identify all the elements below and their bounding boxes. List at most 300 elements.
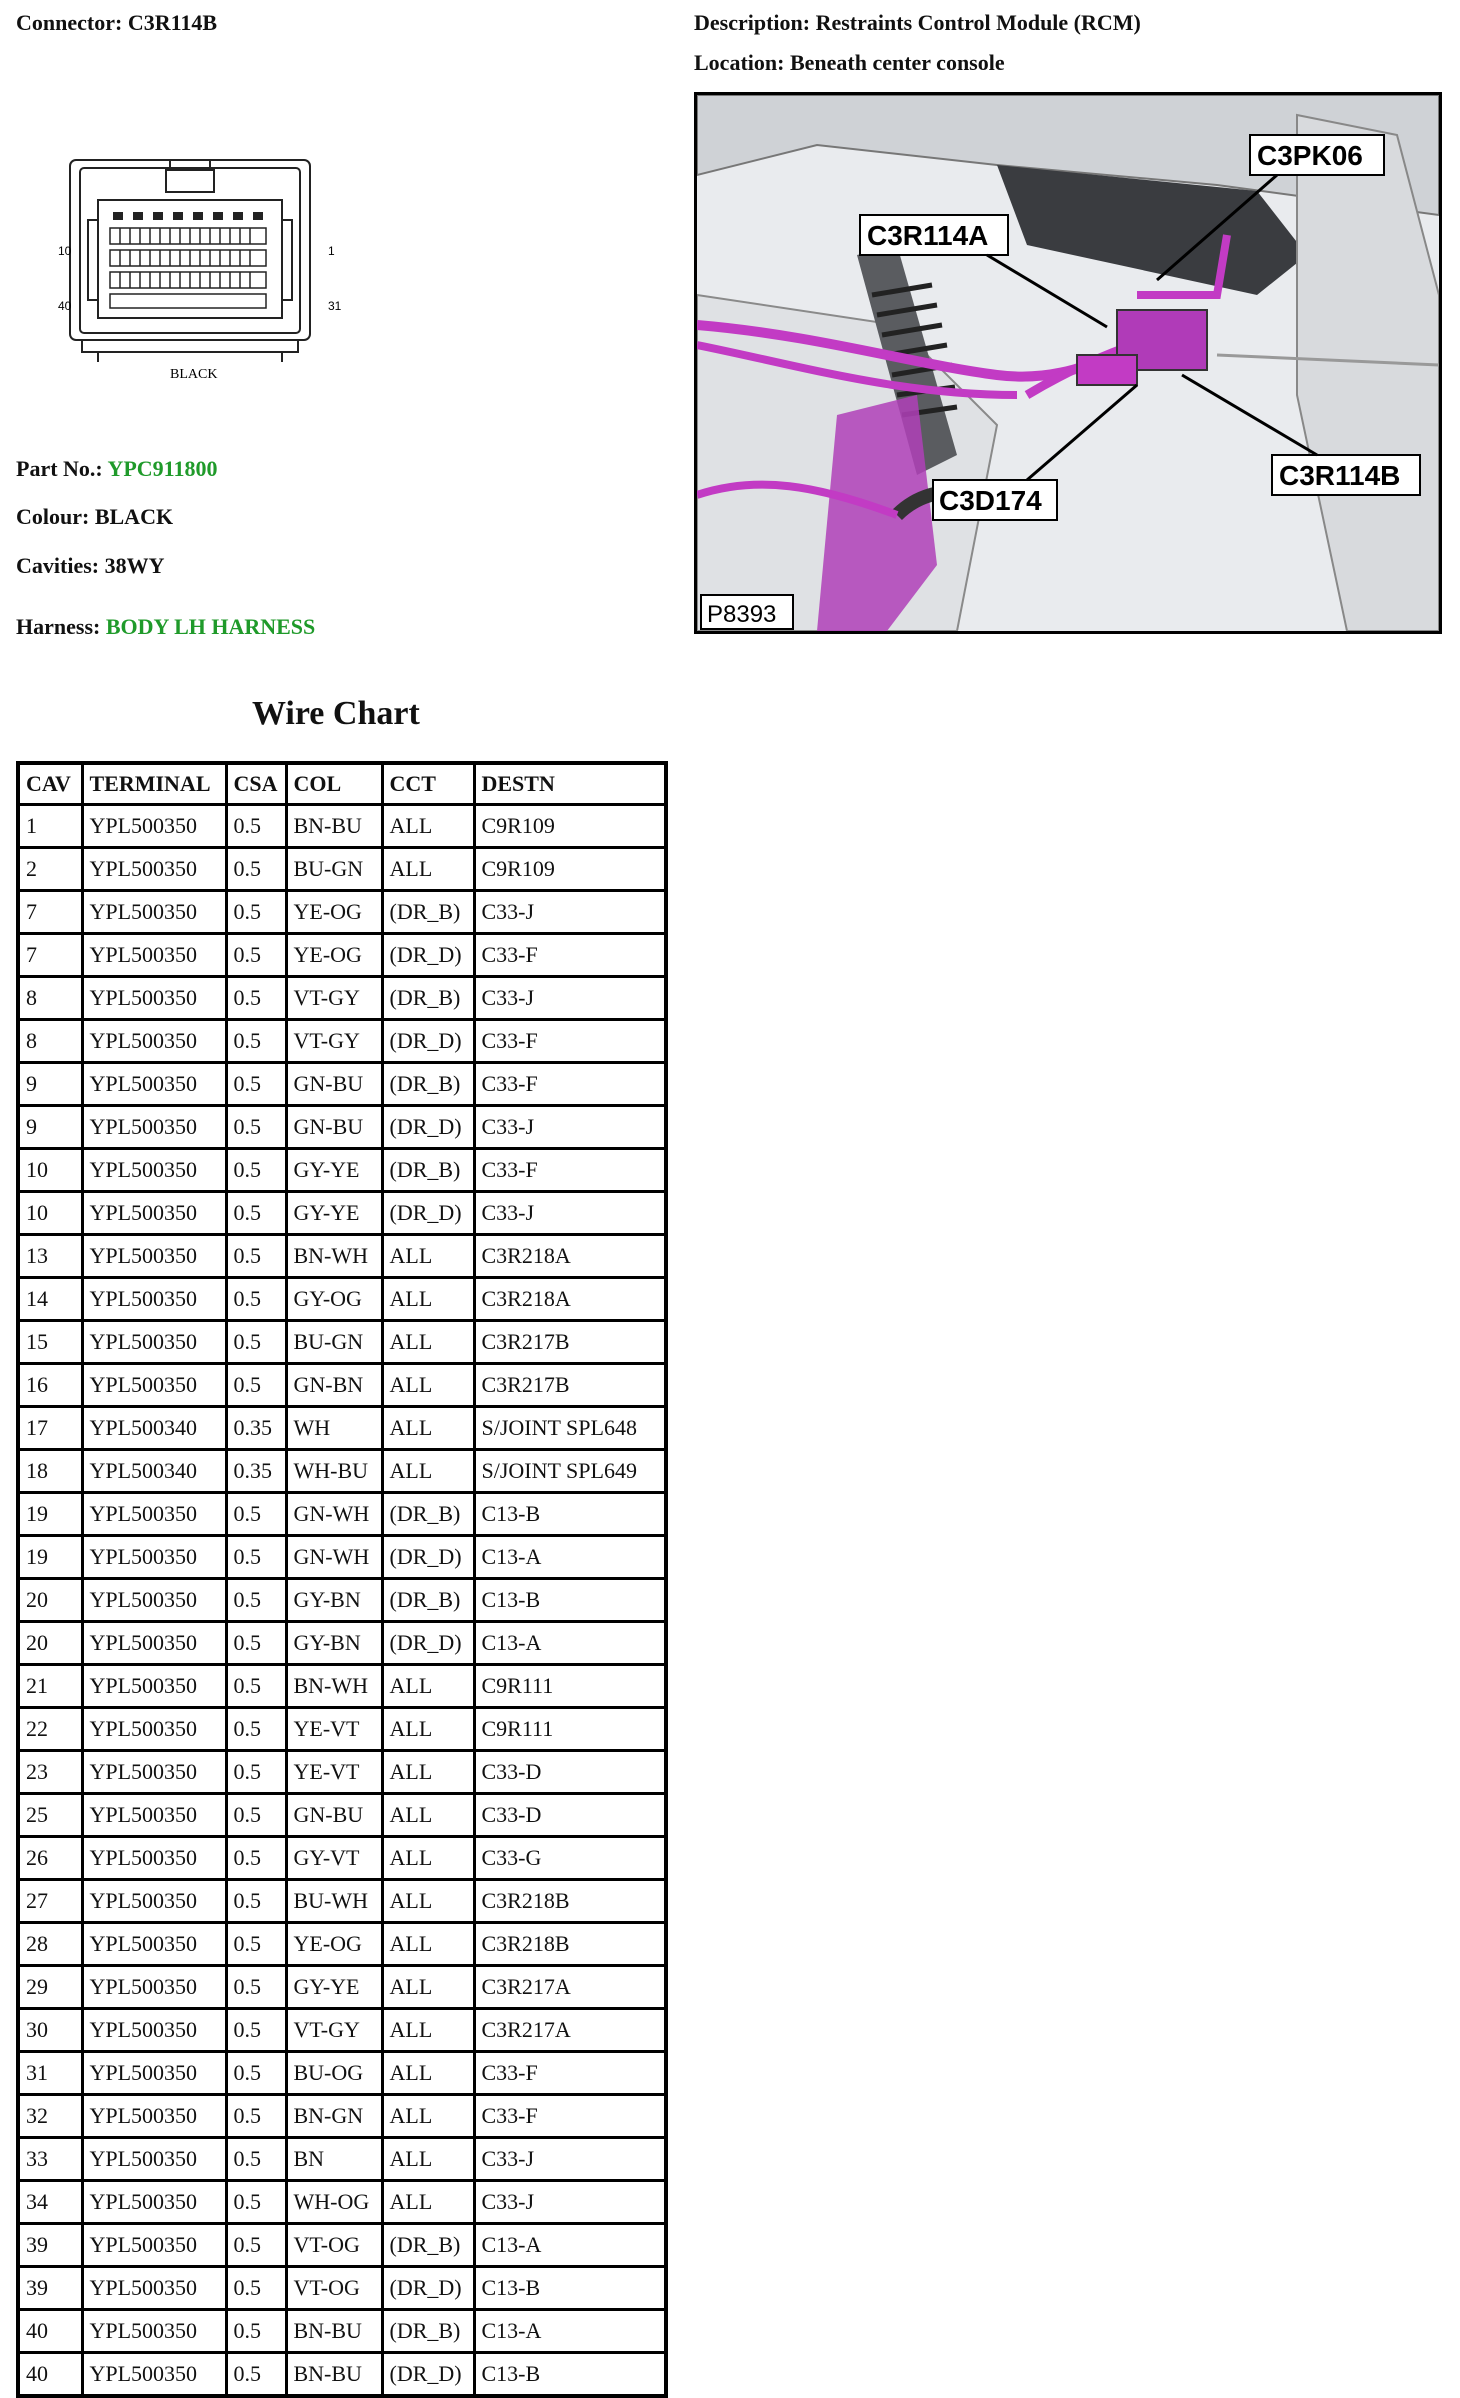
cavities-label: Cavities: bbox=[16, 553, 100, 578]
cell-cav: 2 bbox=[18, 848, 82, 891]
cell-cav: 23 bbox=[18, 1751, 82, 1794]
cell-destn: S/JOINT SPL648 bbox=[474, 1407, 666, 1450]
cell-csa: 0.5 bbox=[226, 1794, 286, 1837]
cell-cct: ALL bbox=[382, 1235, 474, 1278]
connector-value: C3R114B bbox=[127, 10, 218, 35]
cell-col: YE-VT bbox=[286, 1708, 382, 1751]
connector-label: Connector: bbox=[16, 10, 123, 35]
table-row bbox=[18, 2310, 666, 2353]
cell-cav: 7 bbox=[18, 934, 82, 977]
cell-destn: C33-J bbox=[474, 2181, 666, 2224]
cell-terminal: YPL500350 bbox=[82, 1235, 226, 1278]
cell-col: GN-BN bbox=[286, 1364, 382, 1407]
cell-col: VT-GY bbox=[286, 2009, 382, 2052]
table-row bbox=[18, 805, 666, 848]
cell-csa: 0.5 bbox=[226, 977, 286, 1020]
cell-cct: ALL bbox=[382, 848, 474, 891]
cell-cav: 40 bbox=[18, 2353, 82, 2397]
cell-cct: ALL bbox=[382, 1407, 474, 1450]
cell-col: WH bbox=[286, 1407, 382, 1450]
cell-cct: ALL bbox=[382, 1364, 474, 1407]
cell-col: BU-GN bbox=[286, 848, 382, 891]
cell-cct: ALL bbox=[382, 805, 474, 848]
cell-cct: (DR_D) bbox=[382, 2353, 474, 2397]
cell-cct: ALL bbox=[382, 1751, 474, 1794]
table-row bbox=[18, 2052, 666, 2095]
cell-destn: C33-F bbox=[474, 1063, 666, 1106]
cell-col: GN-WH bbox=[286, 1536, 382, 1579]
column-header: CCT bbox=[382, 763, 474, 805]
cell-destn: C9R109 bbox=[474, 848, 666, 891]
table-row bbox=[18, 1235, 666, 1278]
cell-cct: ALL bbox=[382, 1966, 474, 2009]
colour-label: Colour: bbox=[16, 504, 90, 529]
cell-destn: C33-G bbox=[474, 1837, 666, 1880]
cell-terminal: YPL500350 bbox=[82, 934, 226, 977]
cavities-value: 38WY bbox=[104, 553, 165, 578]
cell-col: BU-GN bbox=[286, 1321, 382, 1364]
callout-label: C3R114B bbox=[1279, 460, 1401, 491]
cell-csa: 0.5 bbox=[226, 1579, 286, 1622]
table-row bbox=[18, 1665, 666, 1708]
cell-col: GY-BN bbox=[286, 1579, 382, 1622]
cell-csa: 0.35 bbox=[226, 1407, 286, 1450]
table-header-row bbox=[18, 763, 666, 805]
pin-label: 1 bbox=[328, 244, 335, 258]
cell-cav: 19 bbox=[18, 1536, 82, 1579]
cell-col: BN-BU bbox=[286, 2353, 382, 2397]
column-header: TERMINAL bbox=[82, 763, 226, 805]
cell-terminal: YPL500350 bbox=[82, 1751, 226, 1794]
cell-cct: ALL bbox=[382, 1321, 474, 1364]
cell-cct: ALL bbox=[382, 1450, 474, 1493]
cell-terminal: YPL500350 bbox=[82, 2138, 226, 2181]
cell-destn: C3R217B bbox=[474, 1321, 666, 1364]
cell-csa: 0.5 bbox=[226, 1235, 286, 1278]
table-row bbox=[18, 1278, 666, 1321]
cell-cav: 20 bbox=[18, 1622, 82, 1665]
cell-csa: 0.5 bbox=[226, 1622, 286, 1665]
cell-col: VT-OG bbox=[286, 2224, 382, 2267]
cell-terminal: YPL500350 bbox=[82, 805, 226, 848]
cell-csa: 0.5 bbox=[226, 1708, 286, 1751]
cell-col: YE-OG bbox=[286, 934, 382, 977]
cell-csa: 0.5 bbox=[226, 1364, 286, 1407]
cell-cct: (DR_B) bbox=[382, 1063, 474, 1106]
cell-terminal: YPL500340 bbox=[82, 1450, 226, 1493]
table-row bbox=[18, 2353, 666, 2397]
cell-destn: C3R217A bbox=[474, 2009, 666, 2052]
table-row bbox=[18, 1794, 666, 1837]
cell-cav: 39 bbox=[18, 2224, 82, 2267]
table-row bbox=[18, 2224, 666, 2267]
harness bbox=[16, 614, 315, 640]
cell-terminal: YPL500350 bbox=[82, 1794, 226, 1837]
location-illustration bbox=[697, 95, 1439, 631]
cell-cav: 10 bbox=[18, 1149, 82, 1192]
part-no-link[interactable]: YPC911800 bbox=[107, 456, 218, 481]
cell-csa: 0.5 bbox=[226, 1278, 286, 1321]
table-row bbox=[18, 1020, 666, 1063]
cell-terminal: YPL500350 bbox=[82, 1063, 226, 1106]
table-row bbox=[18, 1063, 666, 1106]
wire-chart-body bbox=[18, 805, 666, 2397]
table-row bbox=[18, 2095, 666, 2138]
location-label: Location: bbox=[694, 50, 785, 75]
cell-destn: C13-B bbox=[474, 2353, 666, 2397]
description-label: Description: bbox=[694, 10, 811, 35]
cell-terminal: YPL500350 bbox=[82, 2181, 226, 2224]
cell-terminal: YPL500350 bbox=[82, 2224, 226, 2267]
cell-cav: 22 bbox=[18, 1708, 82, 1751]
table-row bbox=[18, 1837, 666, 1880]
cell-terminal: YPL500350 bbox=[82, 977, 226, 1020]
cell-cct: ALL bbox=[382, 1278, 474, 1321]
cell-cct: (DR_B) bbox=[382, 2310, 474, 2353]
cell-destn: C3R217B bbox=[474, 1364, 666, 1407]
pin-label: 31 bbox=[328, 299, 342, 313]
cell-csa: 0.5 bbox=[226, 2224, 286, 2267]
cell-destn: C33-J bbox=[474, 891, 666, 934]
cell-csa: 0.5 bbox=[226, 1192, 286, 1235]
cell-terminal: YPL500350 bbox=[82, 1880, 226, 1923]
cell-cav: 25 bbox=[18, 1794, 82, 1837]
table-row bbox=[18, 2267, 666, 2310]
part-no-label: Part No.: bbox=[16, 456, 103, 481]
pin-label: 40 bbox=[58, 299, 72, 313]
cell-col: VT-GY bbox=[286, 977, 382, 1020]
cell-csa: 0.5 bbox=[226, 934, 286, 977]
connector-face-diagram bbox=[58, 150, 358, 380]
cell-cav: 39 bbox=[18, 2267, 82, 2310]
harness-link[interactable]: BODY LH HARNESS bbox=[105, 614, 316, 639]
cell-terminal: YPL500350 bbox=[82, 1665, 226, 1708]
column-header: COL bbox=[286, 763, 382, 805]
cell-cav: 1 bbox=[18, 805, 82, 848]
cell-cct: (DR_B) bbox=[382, 2224, 474, 2267]
table-row bbox=[18, 1106, 666, 1149]
callout-label: C3R114A bbox=[867, 220, 989, 251]
cell-csa: 0.5 bbox=[226, 1106, 286, 1149]
cell-col: GY-OG bbox=[286, 1278, 382, 1321]
cell-csa: 0.5 bbox=[226, 1536, 286, 1579]
cell-destn: C3R218A bbox=[474, 1235, 666, 1278]
cell-terminal: YPL500350 bbox=[82, 1708, 226, 1751]
cell-csa: 0.5 bbox=[226, 848, 286, 891]
cell-csa: 0.5 bbox=[226, 1923, 286, 1966]
column-header: CSA bbox=[226, 763, 286, 805]
table-row bbox=[18, 1364, 666, 1407]
wire-chart-table bbox=[16, 761, 668, 2398]
cell-cav: 19 bbox=[18, 1493, 82, 1536]
cell-col: VT-GY bbox=[286, 1020, 382, 1063]
cell-col: BN-BU bbox=[286, 805, 382, 848]
column-header: DESTN bbox=[474, 763, 666, 805]
cell-destn: C33-J bbox=[474, 2138, 666, 2181]
cell-cct: (DR_B) bbox=[382, 1579, 474, 1622]
cell-cct: (DR_B) bbox=[382, 1493, 474, 1536]
table-row bbox=[18, 934, 666, 977]
cell-csa: 0.5 bbox=[226, 1880, 286, 1923]
cell-cav: 31 bbox=[18, 2052, 82, 2095]
cell-col: GN-WH bbox=[286, 1493, 382, 1536]
cell-cct: (DR_B) bbox=[382, 1149, 474, 1192]
cell-destn: C9R109 bbox=[474, 805, 666, 848]
table-row bbox=[18, 1407, 666, 1450]
cell-terminal: YPL500350 bbox=[82, 891, 226, 934]
cell-col: BN bbox=[286, 2138, 382, 2181]
cell-destn: C33-F bbox=[474, 1020, 666, 1063]
cell-csa: 0.5 bbox=[226, 1837, 286, 1880]
table-row bbox=[18, 2009, 666, 2052]
cell-terminal: YPL500350 bbox=[82, 2009, 226, 2052]
cell-csa: 0.5 bbox=[226, 1665, 286, 1708]
cell-destn: C13-B bbox=[474, 1493, 666, 1536]
cell-col: YE-VT bbox=[286, 1751, 382, 1794]
cell-csa: 0.5 bbox=[226, 2267, 286, 2310]
cell-csa: 0.5 bbox=[226, 1493, 286, 1536]
description bbox=[694, 10, 1141, 36]
cell-destn: C33-D bbox=[474, 1751, 666, 1794]
cell-csa: 0.5 bbox=[226, 2138, 286, 2181]
cell-destn: C13-A bbox=[474, 2310, 666, 2353]
cell-terminal: YPL500350 bbox=[82, 1192, 226, 1235]
location-photo bbox=[694, 92, 1442, 634]
cell-cav: 30 bbox=[18, 2009, 82, 2052]
cell-cav: 9 bbox=[18, 1063, 82, 1106]
table-row bbox=[18, 1708, 666, 1751]
cell-terminal: YPL500350 bbox=[82, 1278, 226, 1321]
table-row bbox=[18, 1966, 666, 2009]
cell-csa: 0.5 bbox=[226, 2353, 286, 2397]
cell-terminal: YPL500350 bbox=[82, 1966, 226, 2009]
cell-csa: 0.5 bbox=[226, 2052, 286, 2095]
cell-cct: ALL bbox=[382, 1665, 474, 1708]
cell-col: GY-YE bbox=[286, 1192, 382, 1235]
cell-terminal: YPL500340 bbox=[82, 1407, 226, 1450]
cell-csa: 0.5 bbox=[226, 2095, 286, 2138]
cell-cct: ALL bbox=[382, 1923, 474, 1966]
cell-terminal: YPL500350 bbox=[82, 1536, 226, 1579]
cell-terminal: YPL500350 bbox=[82, 1149, 226, 1192]
cell-cav: 18 bbox=[18, 1450, 82, 1493]
cell-destn: C33-F bbox=[474, 2052, 666, 2095]
cell-terminal: YPL500350 bbox=[82, 1020, 226, 1063]
cell-cav: 14 bbox=[18, 1278, 82, 1321]
cell-destn: C33-F bbox=[474, 2095, 666, 2138]
cell-destn: C33-J bbox=[474, 1106, 666, 1149]
cell-terminal: YPL500350 bbox=[82, 848, 226, 891]
colour-value: BLACK bbox=[94, 504, 174, 529]
cell-col: BN-GN bbox=[286, 2095, 382, 2138]
cell-cav: 32 bbox=[18, 2095, 82, 2138]
cell-destn: C13-B bbox=[474, 1579, 666, 1622]
cell-cct: ALL bbox=[382, 1708, 474, 1751]
cavities bbox=[16, 553, 164, 579]
cell-cav: 28 bbox=[18, 1923, 82, 1966]
cell-cct: ALL bbox=[382, 2138, 474, 2181]
cell-terminal: YPL500350 bbox=[82, 2310, 226, 2353]
cell-col: WH-BU bbox=[286, 1450, 382, 1493]
cell-col: GY-BN bbox=[286, 1622, 382, 1665]
cell-cct: ALL bbox=[382, 2181, 474, 2224]
cell-csa: 0.5 bbox=[226, 2181, 286, 2224]
colour bbox=[16, 504, 173, 530]
cell-terminal: YPL500350 bbox=[82, 1837, 226, 1880]
cell-col: VT-OG bbox=[286, 2267, 382, 2310]
table-row bbox=[18, 1880, 666, 1923]
cell-col: YE-OG bbox=[286, 1923, 382, 1966]
cell-csa: 0.5 bbox=[226, 1149, 286, 1192]
table-row bbox=[18, 1192, 666, 1235]
cell-col: GN-BU bbox=[286, 1794, 382, 1837]
cell-col: GY-VT bbox=[286, 1837, 382, 1880]
cell-terminal: YPL500350 bbox=[82, 1923, 226, 1966]
table-row bbox=[18, 1321, 666, 1364]
cell-destn: S/JOINT SPL649 bbox=[474, 1450, 666, 1493]
harness-label: Harness: bbox=[16, 614, 101, 639]
table-row bbox=[18, 1149, 666, 1192]
cell-destn: C3R218B bbox=[474, 1880, 666, 1923]
cell-col: BN-WH bbox=[286, 1235, 382, 1278]
cell-cav: 17 bbox=[18, 1407, 82, 1450]
table-row bbox=[18, 1536, 666, 1579]
cell-destn: C33-J bbox=[474, 1192, 666, 1235]
cell-cct: (DR_D) bbox=[382, 1192, 474, 1235]
cell-destn: C33-F bbox=[474, 934, 666, 977]
column-header: CAV bbox=[18, 763, 82, 805]
cell-cct: ALL bbox=[382, 1837, 474, 1880]
cell-cav: 9 bbox=[18, 1106, 82, 1149]
cell-terminal: YPL500350 bbox=[82, 2267, 226, 2310]
table-row bbox=[18, 1450, 666, 1493]
cell-destn: C3R218B bbox=[474, 1923, 666, 1966]
cell-cct: ALL bbox=[382, 2052, 474, 2095]
cell-col: BN-WH bbox=[286, 1665, 382, 1708]
cell-cav: 10 bbox=[18, 1192, 82, 1235]
cell-cav: 13 bbox=[18, 1235, 82, 1278]
cell-col: GN-BU bbox=[286, 1106, 382, 1149]
cell-csa: 0.5 bbox=[226, 1321, 286, 1364]
cell-cct: (DR_D) bbox=[382, 1536, 474, 1579]
table-row bbox=[18, 1751, 666, 1794]
cell-cav: 8 bbox=[18, 977, 82, 1020]
cell-destn: C33-F bbox=[474, 1149, 666, 1192]
cell-terminal: YPL500350 bbox=[82, 1493, 226, 1536]
cell-csa: 0.5 bbox=[226, 1020, 286, 1063]
callout-label: C3PK06 bbox=[1257, 140, 1363, 171]
cell-cav: 33 bbox=[18, 2138, 82, 2181]
cell-terminal: YPL500350 bbox=[82, 1579, 226, 1622]
cell-cav: 26 bbox=[18, 1837, 82, 1880]
cell-cct: (DR_D) bbox=[382, 2267, 474, 2310]
cell-cct: (DR_D) bbox=[382, 934, 474, 977]
cell-destn: C13-A bbox=[474, 1536, 666, 1579]
location bbox=[694, 50, 1005, 76]
figure-id: P8393 bbox=[707, 601, 777, 628]
cell-col: GY-YE bbox=[286, 1149, 382, 1192]
cell-csa: 0.5 bbox=[226, 1063, 286, 1106]
cell-cav: 16 bbox=[18, 1364, 82, 1407]
cell-csa: 0.5 bbox=[226, 2310, 286, 2353]
cell-cav: 7 bbox=[18, 891, 82, 934]
connector-colour-caption: BLACK bbox=[170, 367, 218, 380]
cell-col: BU-OG bbox=[286, 2052, 382, 2095]
cell-col: BU-WH bbox=[286, 1880, 382, 1923]
cell-cav: 34 bbox=[18, 2181, 82, 2224]
cell-cct: ALL bbox=[382, 1880, 474, 1923]
wire-chart-title: Wire Chart bbox=[252, 695, 420, 732]
cell-destn: C33-D bbox=[474, 1794, 666, 1837]
cell-terminal: YPL500350 bbox=[82, 2052, 226, 2095]
cell-cct: ALL bbox=[382, 2095, 474, 2138]
cell-csa: 0.5 bbox=[226, 1751, 286, 1794]
cell-col: GY-YE bbox=[286, 1966, 382, 2009]
cell-terminal: YPL500350 bbox=[82, 1622, 226, 1665]
cell-csa: 0.35 bbox=[226, 1450, 286, 1493]
cell-destn: C33-J bbox=[474, 977, 666, 1020]
cell-cct: (DR_D) bbox=[382, 1106, 474, 1149]
cell-csa: 0.5 bbox=[226, 891, 286, 934]
part-number bbox=[16, 456, 217, 482]
pin-label: 10 bbox=[58, 244, 72, 258]
table-row bbox=[18, 891, 666, 934]
table-row bbox=[18, 1493, 666, 1536]
cell-cav: 27 bbox=[18, 1880, 82, 1923]
cell-destn: C13-A bbox=[474, 1622, 666, 1665]
table-row bbox=[18, 2138, 666, 2181]
cell-cav: 8 bbox=[18, 1020, 82, 1063]
cell-cav: 15 bbox=[18, 1321, 82, 1364]
cell-col: WH-OG bbox=[286, 2181, 382, 2224]
cell-destn: C3R217A bbox=[474, 1966, 666, 2009]
cell-col: BN-BU bbox=[286, 2310, 382, 2353]
cell-cav: 20 bbox=[18, 1579, 82, 1622]
cell-terminal: YPL500350 bbox=[82, 2095, 226, 2138]
cell-csa: 0.5 bbox=[226, 1966, 286, 2009]
cell-destn: C13-B bbox=[474, 2267, 666, 2310]
table-row bbox=[18, 1622, 666, 1665]
cell-cct: (DR_D) bbox=[382, 1020, 474, 1063]
cell-cct: ALL bbox=[382, 1794, 474, 1837]
cell-cav: 40 bbox=[18, 2310, 82, 2353]
table-row bbox=[18, 977, 666, 1020]
cell-csa: 0.5 bbox=[226, 2009, 286, 2052]
description-value: Restraints Control Module (RCM) bbox=[815, 10, 1141, 35]
cell-cct: (DR_B) bbox=[382, 891, 474, 934]
table-row bbox=[18, 2181, 666, 2224]
cell-terminal: YPL500350 bbox=[82, 1321, 226, 1364]
connector-title bbox=[16, 10, 217, 36]
cell-col: YE-OG bbox=[286, 891, 382, 934]
cell-cct: (DR_B) bbox=[382, 977, 474, 1020]
cell-cav: 29 bbox=[18, 1966, 82, 2009]
cell-destn: C13-A bbox=[474, 2224, 666, 2267]
cell-destn: C3R218A bbox=[474, 1278, 666, 1321]
cell-terminal: YPL500350 bbox=[82, 1364, 226, 1407]
cell-col: GN-BU bbox=[286, 1063, 382, 1106]
cell-destn: C9R111 bbox=[474, 1708, 666, 1751]
table-row bbox=[18, 1923, 666, 1966]
cell-destn: C9R111 bbox=[474, 1665, 666, 1708]
table-row bbox=[18, 1579, 666, 1622]
cell-cct: (DR_D) bbox=[382, 1622, 474, 1665]
location-value: Beneath center console bbox=[789, 50, 1005, 75]
cell-cav: 21 bbox=[18, 1665, 82, 1708]
cell-terminal: YPL500350 bbox=[82, 2353, 226, 2397]
callout-label: C3D174 bbox=[939, 485, 1042, 516]
cell-cct: ALL bbox=[382, 2009, 474, 2052]
